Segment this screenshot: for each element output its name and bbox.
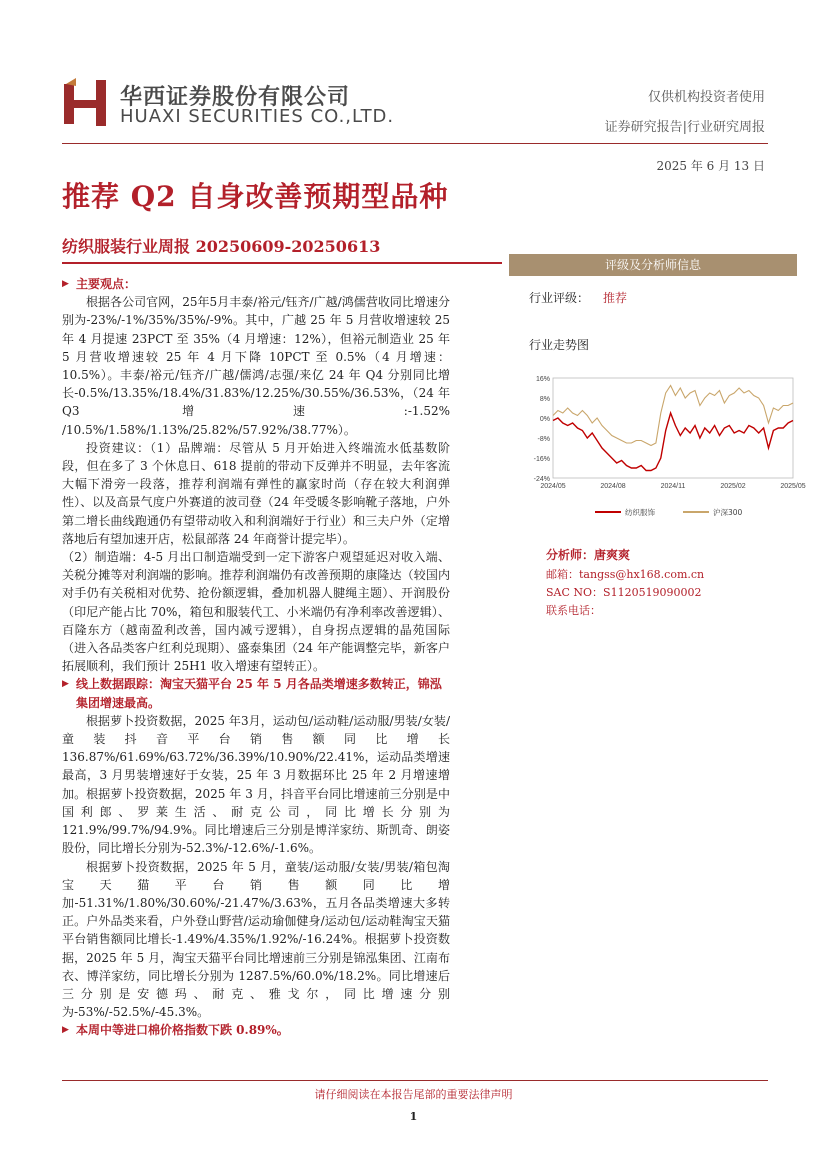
main-body [62, 275, 450, 1040]
online-tracking-heading: ▶ 线上数据跟踪：淘宝天猫平台 25 年 5 月各品类增速多数转正，锦泓集团增速最高。 [62, 677, 442, 710]
paragraph-investment-advice: 投资建议：（1）品牌端：尽管从 5 月开始进入终端流水低基数阶段，但在多了 3 个休息日、618 提前的带动下反弹并不明显，去年客流大幅下滑旁一段落，推荐利润端有弹性的赢家时尚（存在较大利润弹性）、以及高景气度户外赛道的波司登（24 年受暖冬影响靴子落地，户外第二增长曲线跑通仍有望带动收入和利润端好于行业）和三夫户外（定增落地后有望加速开店，松鼠部落 24 年商誉计提完毕）。 [62, 440, 450, 546]
y-tick-label: 8% [539, 396, 550, 403]
y-tick-label: -24% [533, 476, 550, 483]
chart-plot-frame [553, 378, 793, 478]
analyst-sac-number: SAC NO：S1120519090002 [546, 586, 702, 599]
audience-tagline: 仅供机构投资者使用 [647, 90, 765, 105]
report-subtitle: 纺织服装行业周报 20250609-20250613 [62, 237, 381, 256]
header-divider [62, 143, 768, 144]
key-points-heading: ▶ 主要观点： [62, 275, 450, 293]
huaxi-logo-icon [62, 78, 110, 128]
trend-chart-label: 行业走势图 [529, 338, 590, 352]
analyst-name: 分析师：唐爽爽 [546, 548, 631, 562]
cotton-price-heading: ▶ 本周中等进口棉价格指数下跌 0.89%。 [62, 1021, 450, 1039]
analyst-phone: 联系电话： [546, 604, 601, 617]
x-tick-label: 2024/05 [540, 483, 566, 490]
rating-value: 推荐 [603, 291, 628, 305]
report-category: 证券研究报告|行业研究周报 [604, 120, 765, 135]
footer-divider [62, 1080, 768, 1081]
series-line-1 [553, 413, 793, 471]
paragraph-manufacturing: （2）制造端：4-5 月出口制造端受到一定下游客户观望延迟对收入端、关税分摊等对利润端的影响。推荐利润端仍有改善预期的康隆达（较国内对手仍有关税相对优势、抢份额逻辑，叠加机器人腱绳主题）、开润股份（印尼产能占比 70%，箱包和服装代工、小米端仍有净利率改善逻辑）、百隆东方（越南盈利改善，国内减亏逻辑），自身拐点逻辑的晶苑国际（进入各品类客户红利兑现期）、盛泰集团（24 年产能调整完毕，新客户拓展顺利，我们预计 25H1 收入增速有望转正）。 [62, 550, 450, 674]
subtitle-underline [62, 262, 502, 264]
industry-trend-chart [529, 366, 806, 526]
y-tick-label: -8% [537, 436, 550, 443]
bullet-triangle-icon: ▶ [62, 279, 69, 289]
legend-label: 纺织服饰 [625, 508, 655, 517]
report-date: 2025 年 6 月 13 日 [656, 159, 765, 173]
rating-analyst-header: 评级及分析师信息 [509, 254, 797, 276]
report-title: 推荐 Q2 自身改善预期型品种 [62, 180, 449, 213]
paragraph-sales-growth: 根据各公司官网，25年5月丰泰/裕元/钰齐/广越/鸿儒营收同比增速分别为-23%/-1%/35%/35%/-9%。其中，广越 25 年 5 月营收增速较 25 年 4 月提速 23PCT 至 35%（4 月增速：12%），但裕元制造业 25 年 5 月营收增速较 25 年 4 月下降 10PCT 至 0.5%（4 月增速：10.5%）。丰泰/裕元/钰齐/广越/儒鸿/志强/来亿 24 年 Q4 分别同比增长-0.5%/13.35%/18.4%/31.83%/12.25%/30.55%/36.53%，（24 年 Q3 增速:-1.52% /10.5%/1.58%/1.13%/25.82%/57.92%/38.77%）。 [62, 295, 450, 437]
y-tick-label: -16% [533, 456, 550, 463]
y-tick-label: 0% [539, 416, 550, 423]
paragraph-tmall-data: 根据萝卜投资数据，2025 年 5 月，童装/运动服/女装/男装/箱包淘宝天猫平台销售额同比增加-51.31%/1.80%/30.60%/-21.47%/3.63%，五月各品类增速大多转正。户外品类来看，户外登山野营/运动瑜伽健身/运动包/运动鞋淘宝天猫平台销售额同比增长-1.49%/4.35%/1.92%/-16.24%。根据萝卜投资数据，2025 年 5 月，淘宝天猫平台同比增速前三分别是锦泓集团、江南布衣、博洋家纺，同比增长分别为 1287.5%/60.0%/18.2%。同比增速后三分别是安德玛、耐克、雅戈尔，同比增速分别为-53%/-52.5%/-45.3%。 [62, 859, 450, 1020]
legend-label: 沪深300 [713, 508, 743, 517]
x-tick-label: 2024/08 [600, 483, 626, 490]
x-tick-label: 2025/05 [780, 483, 806, 490]
x-tick-label: 2025/02 [720, 483, 746, 490]
bullet-triangle-icon: ▶ [62, 679, 69, 690]
company-name-en: HUAXI SECURITIES CO.,LTD. [120, 106, 395, 127]
y-tick-label: 16% [535, 376, 550, 383]
page-number: 1 [409, 1110, 418, 1123]
industry-rating: 行业评级： 推荐 [529, 291, 628, 305]
bullet-triangle-icon: ▶ [62, 1025, 69, 1036]
company-name-cn: 华西证券股份有限公司 [120, 85, 351, 110]
analyst-email: 邮箱：tangss@hx168.com.cn [546, 568, 705, 581]
x-tick-label: 2024/11 [660, 483, 686, 490]
legal-disclaimer: 请仔细阅读在本报告尾部的重要法律声明 [314, 1088, 513, 1101]
paragraph-douyin-data: 根据萝卜投资数据，2025 年3月，运动包/运动鞋/运动服/男装/女装/童装抖音平台销售额同比增长136.87%/61.69%/63.72%/36.39%/10.90%/22.41%，运动品类增速最高，3 月男装增速好于女装，25 年 3 月数据环比 25 年 2 月增速增加。根据萝卜投资数据，2025 年 3 月，抖音平台同比增速前三分别是中国利郎、罗莱生活、耐克公司，同比增长分别为 121.9%/99.7%/94.9%。同比增速后三分别是博洋家纺、斯凯奇、朗姿股份，同比增长分别为-52.3%/-12.6%/-1.6%。 [62, 713, 450, 856]
company-logo [62, 78, 395, 128]
